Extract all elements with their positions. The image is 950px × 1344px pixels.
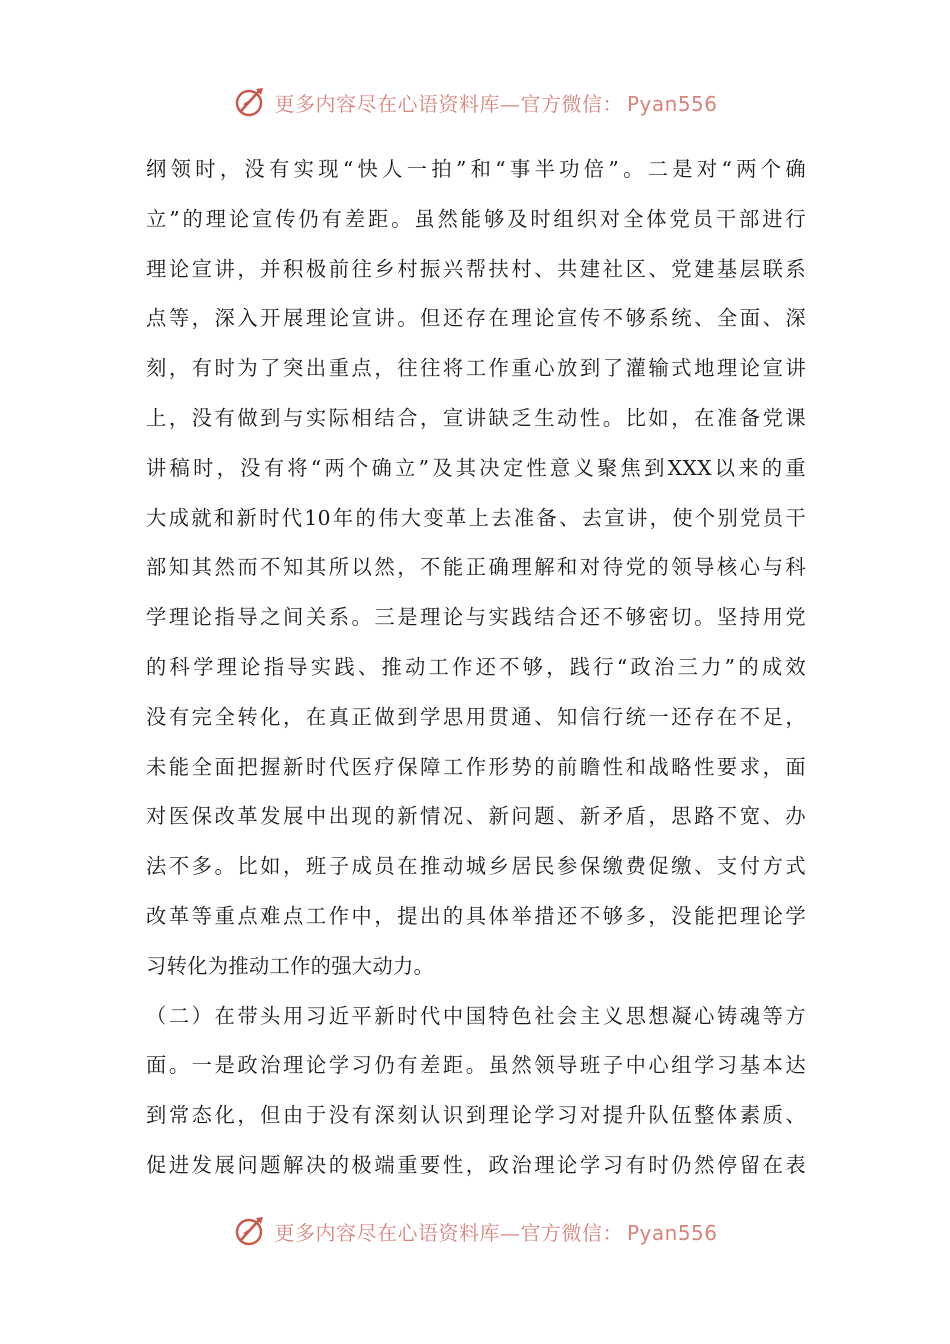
- body-line: 部知其然而不知其所以然，不能正确理解和对待党的领导核心与科: [146, 555, 806, 580]
- body-line: 理论宣讲，并积极前往乡村振兴帮扶村、共建社区、党建基层联系: [146, 256, 806, 281]
- body-line: 面。一是政治理论学习仍有差距。虽然领导班子中心组学习基本达: [146, 1053, 806, 1078]
- body-line: 没有完全转化，在真正做到学思用贯通、知信行统一还存在不足，: [146, 704, 806, 729]
- body-line: 到常态化，但由于没有深刻认识到理论学习对提升队伍整体素质、: [146, 1103, 806, 1128]
- body-line: 刻，有时为了突出重点，往往将工作重心放到了灌输式地理论宣讲: [146, 356, 806, 381]
- pen-logo-icon: [232, 1213, 268, 1249]
- body-line: 未能全面把握新时代医疗保障工作形势的前瞻性和战略性要求，面: [146, 754, 806, 779]
- body-line: 点等，深入开展理论宣讲。但还存在理论宣传不够系统、全面、深: [146, 306, 806, 331]
- body-line: 纲领时，没有实现“快人一拍”和“事半功倍”。二是对“两个确: [146, 157, 806, 181]
- footer-watermark: [0, 1209, 950, 1253]
- body-line: 促进发展问题解决的极端重要性，政治理论学习有时仍然停留在表: [146, 1152, 806, 1177]
- header-watermark: [0, 80, 950, 124]
- pen-logo-icon: [232, 84, 268, 120]
- section-heading-line: （二）在带头用习近平新时代中国特色社会主义思想凝心铸魂等方: [146, 1003, 806, 1028]
- body-line: 对医保改革发展中出现的新情况、新问题、新矛盾，思路不宽、办: [146, 804, 806, 829]
- body-line: 的科学理论指导实践、推动工作还不够，践行“政治三力”的成效: [146, 654, 806, 679]
- body-line: 立”的理论宣传仍有差距。虽然能够及时组织对全体党员干部进行: [146, 206, 806, 231]
- body-line: 大成就和新时代10年的伟大变革上去准备、去宣讲，使个别党员干: [146, 505, 806, 530]
- watermark-text: 更多内容尽在心语资料库—官方微信： Pyan556: [274, 91, 718, 116]
- body-line: 上，没有做到与实际相结合，宣讲缺乏生动性。比如，在准备党课: [146, 405, 806, 430]
- body-line: 法不多。比如，班子成员在推动城乡居民参保缴费促缴、支付方式: [146, 854, 806, 879]
- body-line: 习转化为推动工作的强大动力。: [146, 953, 435, 978]
- watermark-id: Pyan556: [626, 1220, 718, 1245]
- watermark-id: Pyan556: [626, 91, 718, 116]
- document-body: [146, 145, 806, 1191]
- body-line: 改革等重点难点工作中，提出的具体举措还不够多，没能把理论学: [146, 903, 806, 928]
- body-line: 学理论指导之间关系。三是理论与实践结合还不够密切。坚持用党: [146, 605, 806, 630]
- body-line: 讲稿时，没有将“两个确立”及其决定性意义聚焦到XXX以来的重: [146, 455, 806, 480]
- watermark-text: 更多内容尽在心语资料库—官方微信： Pyan556: [274, 1220, 718, 1245]
